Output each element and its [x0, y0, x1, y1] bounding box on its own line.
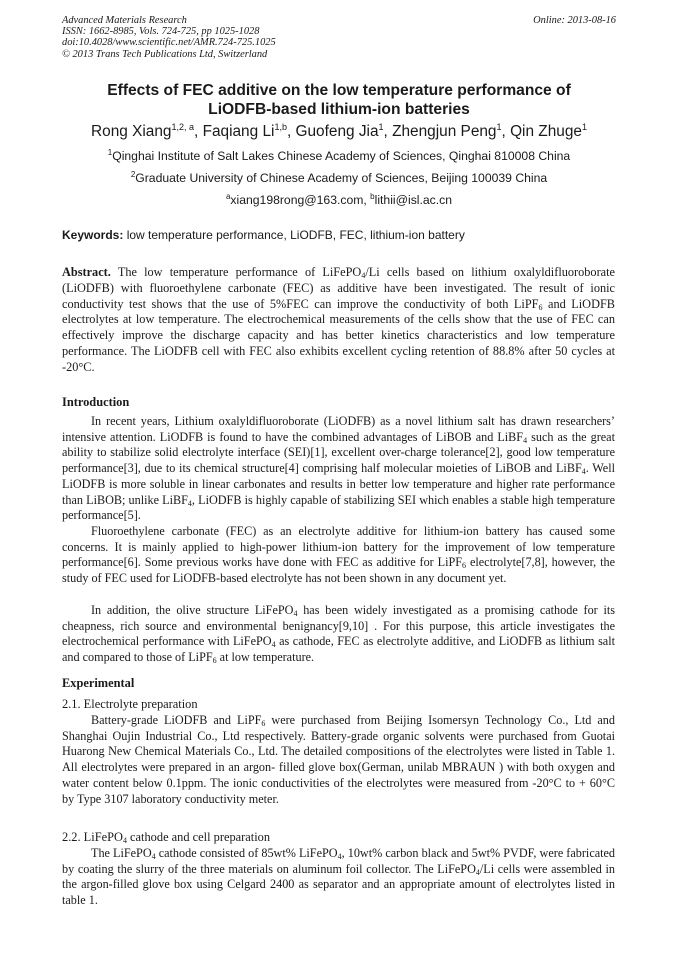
- cathode-paragraph: The LiFePO$_4$ cathode consisted of 85wt% LiFePO$_4$, 10wt% carbon black and 5wt% PVDF, were fabricated by coating the slurry of the three materials on aluminum foil collector. The LiFePO$_4$/Li cells were assembled in the argon-filled glove box using Celgard 2400 as separator and an appropriate amount of electrolytes listed in table 1.: [62, 846, 616, 908]
- affiliation-1: [40, 149, 638, 164]
- author-name: Qin Zhuge: [510, 123, 582, 140]
- subsection-2-2-heading: 2.2. LiFePO$_4$ cathode and cell preparation: [62, 830, 271, 845]
- online-date: Online: 2013-08-16: [533, 15, 616, 26]
- subsection-2-1-heading: 2.1. Electrolyte preparation: [62, 697, 198, 711]
- author-name: Rong Xiang: [91, 123, 172, 140]
- journal-header: [62, 15, 276, 60]
- email-sup: a: [225, 192, 231, 201]
- journal-name: Advanced Materials Research: [62, 15, 187, 26]
- abstract-text: The low temperature performance of LiFePO$_4$/Li cells based on lithium oxalyldifluoroborate (LiODFB) with fluoroethylene carbonate (FEC) as additive have been investigated. The result of ionic conductivity test shows that the use of 5%FEC can improve the conductivity of both LiPF$_6$ and LiODFB electrolytes at low temperature. The electrochemical measurements of the cells show that the use of FEC can effectively improve the discharge capacity and has better kinetics characteristics and low temperature performance. The LiODFB cell with FEC also exhibits excellent cycling retention of 88.8% after 50 cycles at -20°C.: [62, 265, 615, 374]
- author-sup: 1: [378, 122, 384, 132]
- journal-issn: ISSN: 1662-8985, Vols. 724-725, pp 1025-1028: [62, 26, 260, 38]
- electrolyte-paragraph: Battery-grade LiODFB and LiPF$_6$ were purchased from Beijing Isomersyn Technology Co., Ltd and Shanghai Oujin Industrial Co., Ltd respectively. Battery-grade organic solvents were purchased from Guotai Huarong New Chemical Materials Co., Ltd. The detailed compositions of the electrolytes were listed in Table 1. All electrolytes were prepared in an argon- filled glove box(German, unilab MBRAUN ) with both oxygen and water content below 0.1ppm. The ionic conductivities of the electrolytes were measured from -20°C to + 60°C by Type 3107 laboratory conductivity meter.: [62, 713, 615, 806]
- intro-paragraph-1: In recent years, Lithium oxalyldifluoroborate (LiODFB) as a novel lithium salt has drawn researchers’ intensive attention. LiODFB is found to have the combined advantages of LiBOB and LiBF$_4$ such as the great ability to stabilize solid electrolyte interface (SEI)[1], excellent over-charge tolerance[2], good low temperature performance[3], due to its chemical structure[4] comprising half molecular moieties of LiBOB and LiBF$_4$. Well LiODFB is more soluble in linear carbonates and results in better low temperature and higher rate performance than LiBOB; unlike LiBF$_4$, LiODFB is highly capable of stabilizing SEI which enables a stable high temperature performance[5].: [62, 414, 615, 523]
- keywords-label: Keywords:: [62, 228, 124, 242]
- keywords: [62, 228, 465, 243]
- author-emails: $^a$xiang198rong@163.com, $^b$lithii@isl.ac.cn: [225, 192, 453, 207]
- journal-doi: doi:10.4028/www.scientific.net/AMR.724-725.1025: [62, 37, 276, 49]
- introduction-heading: Introduction: [62, 395, 130, 409]
- intro-paragraph-2: Fluoroethylene carbonate (FEC) as an electrolyte additive for lithium-ion battery has caused some concerns. It is mainly applied to high-power lithium-ion battery for the improvement of low temperature performance[6]. Some previous works have done with FEC as additive for LiPF$_6$ electrolyte[7,8], however, the study of FEC used for LiODFB-based electrolyte has not been shown in any document yet.: [62, 524, 615, 586]
- author-name: Faqiang Li: [202, 123, 275, 140]
- author-list: Rong Xiang$^{1,2, a}$, Faqiang Li$^{1,b}$, Guofeng Jia$^1$, Zhengjun Peng$^1$, Qin Zhuge$^1$: [91, 122, 587, 140]
- author-sup: 1: [581, 122, 587, 132]
- keywords-text: low temperature performance, LiODFB, FEC, lithium-ion battery: [126, 228, 465, 242]
- author-sup: 1,2, a: [171, 122, 194, 132]
- title-line-2: LiODFB-based lithium-ion batteries: [208, 101, 470, 118]
- abstract: [62, 265, 615, 376]
- author-name: Zhengjun Peng: [392, 123, 497, 140]
- affiliation-sup: 2: [130, 170, 136, 179]
- intro-paragraph-3: In addition, the olive structure LiFePO$_4$ has been widely investigated as a promising cathode for its cheapness, rich source and environmental benignancy[9,10] . For this purpose, this article investigates the electrochemical performance with LiFePO$_4$ as cathode, FEC as electrolyte additive, and LiODFB as lithium salt and compared to those of LiPF$_6$ at low temperature.: [62, 603, 615, 666]
- affiliation-sup: 1: [107, 148, 113, 157]
- email-b[interactable]: lithii@isl.ac.cn: [374, 193, 453, 207]
- paper-title: [60, 81, 618, 119]
- affiliation-text: Qinghai Institute of Salt Lakes Chinese Academy of Sciences, Qinghai 810008 China: [112, 149, 571, 163]
- affiliation-text: Graduate University of Chinese Academy of Sciences, Beijing 100039 China: [135, 171, 548, 185]
- journal-copyright: © 2013 Trans Tech Publications Ltd, Switzerland: [62, 48, 268, 60]
- author-name: Guofeng Jia: [295, 123, 379, 140]
- email-sup: b: [370, 192, 375, 201]
- email-a[interactable]: xiang198rong@163.com: [230, 193, 364, 207]
- experimental-heading: Experimental: [62, 676, 135, 690]
- author-sup: 1,b: [274, 122, 287, 132]
- affiliation-2: [40, 171, 638, 186]
- title-line-1: Effects of FEC additive on the low temperature performance of: [107, 82, 571, 99]
- abstract-label: Abstract.: [62, 265, 111, 279]
- author-sup: 1: [496, 122, 502, 132]
